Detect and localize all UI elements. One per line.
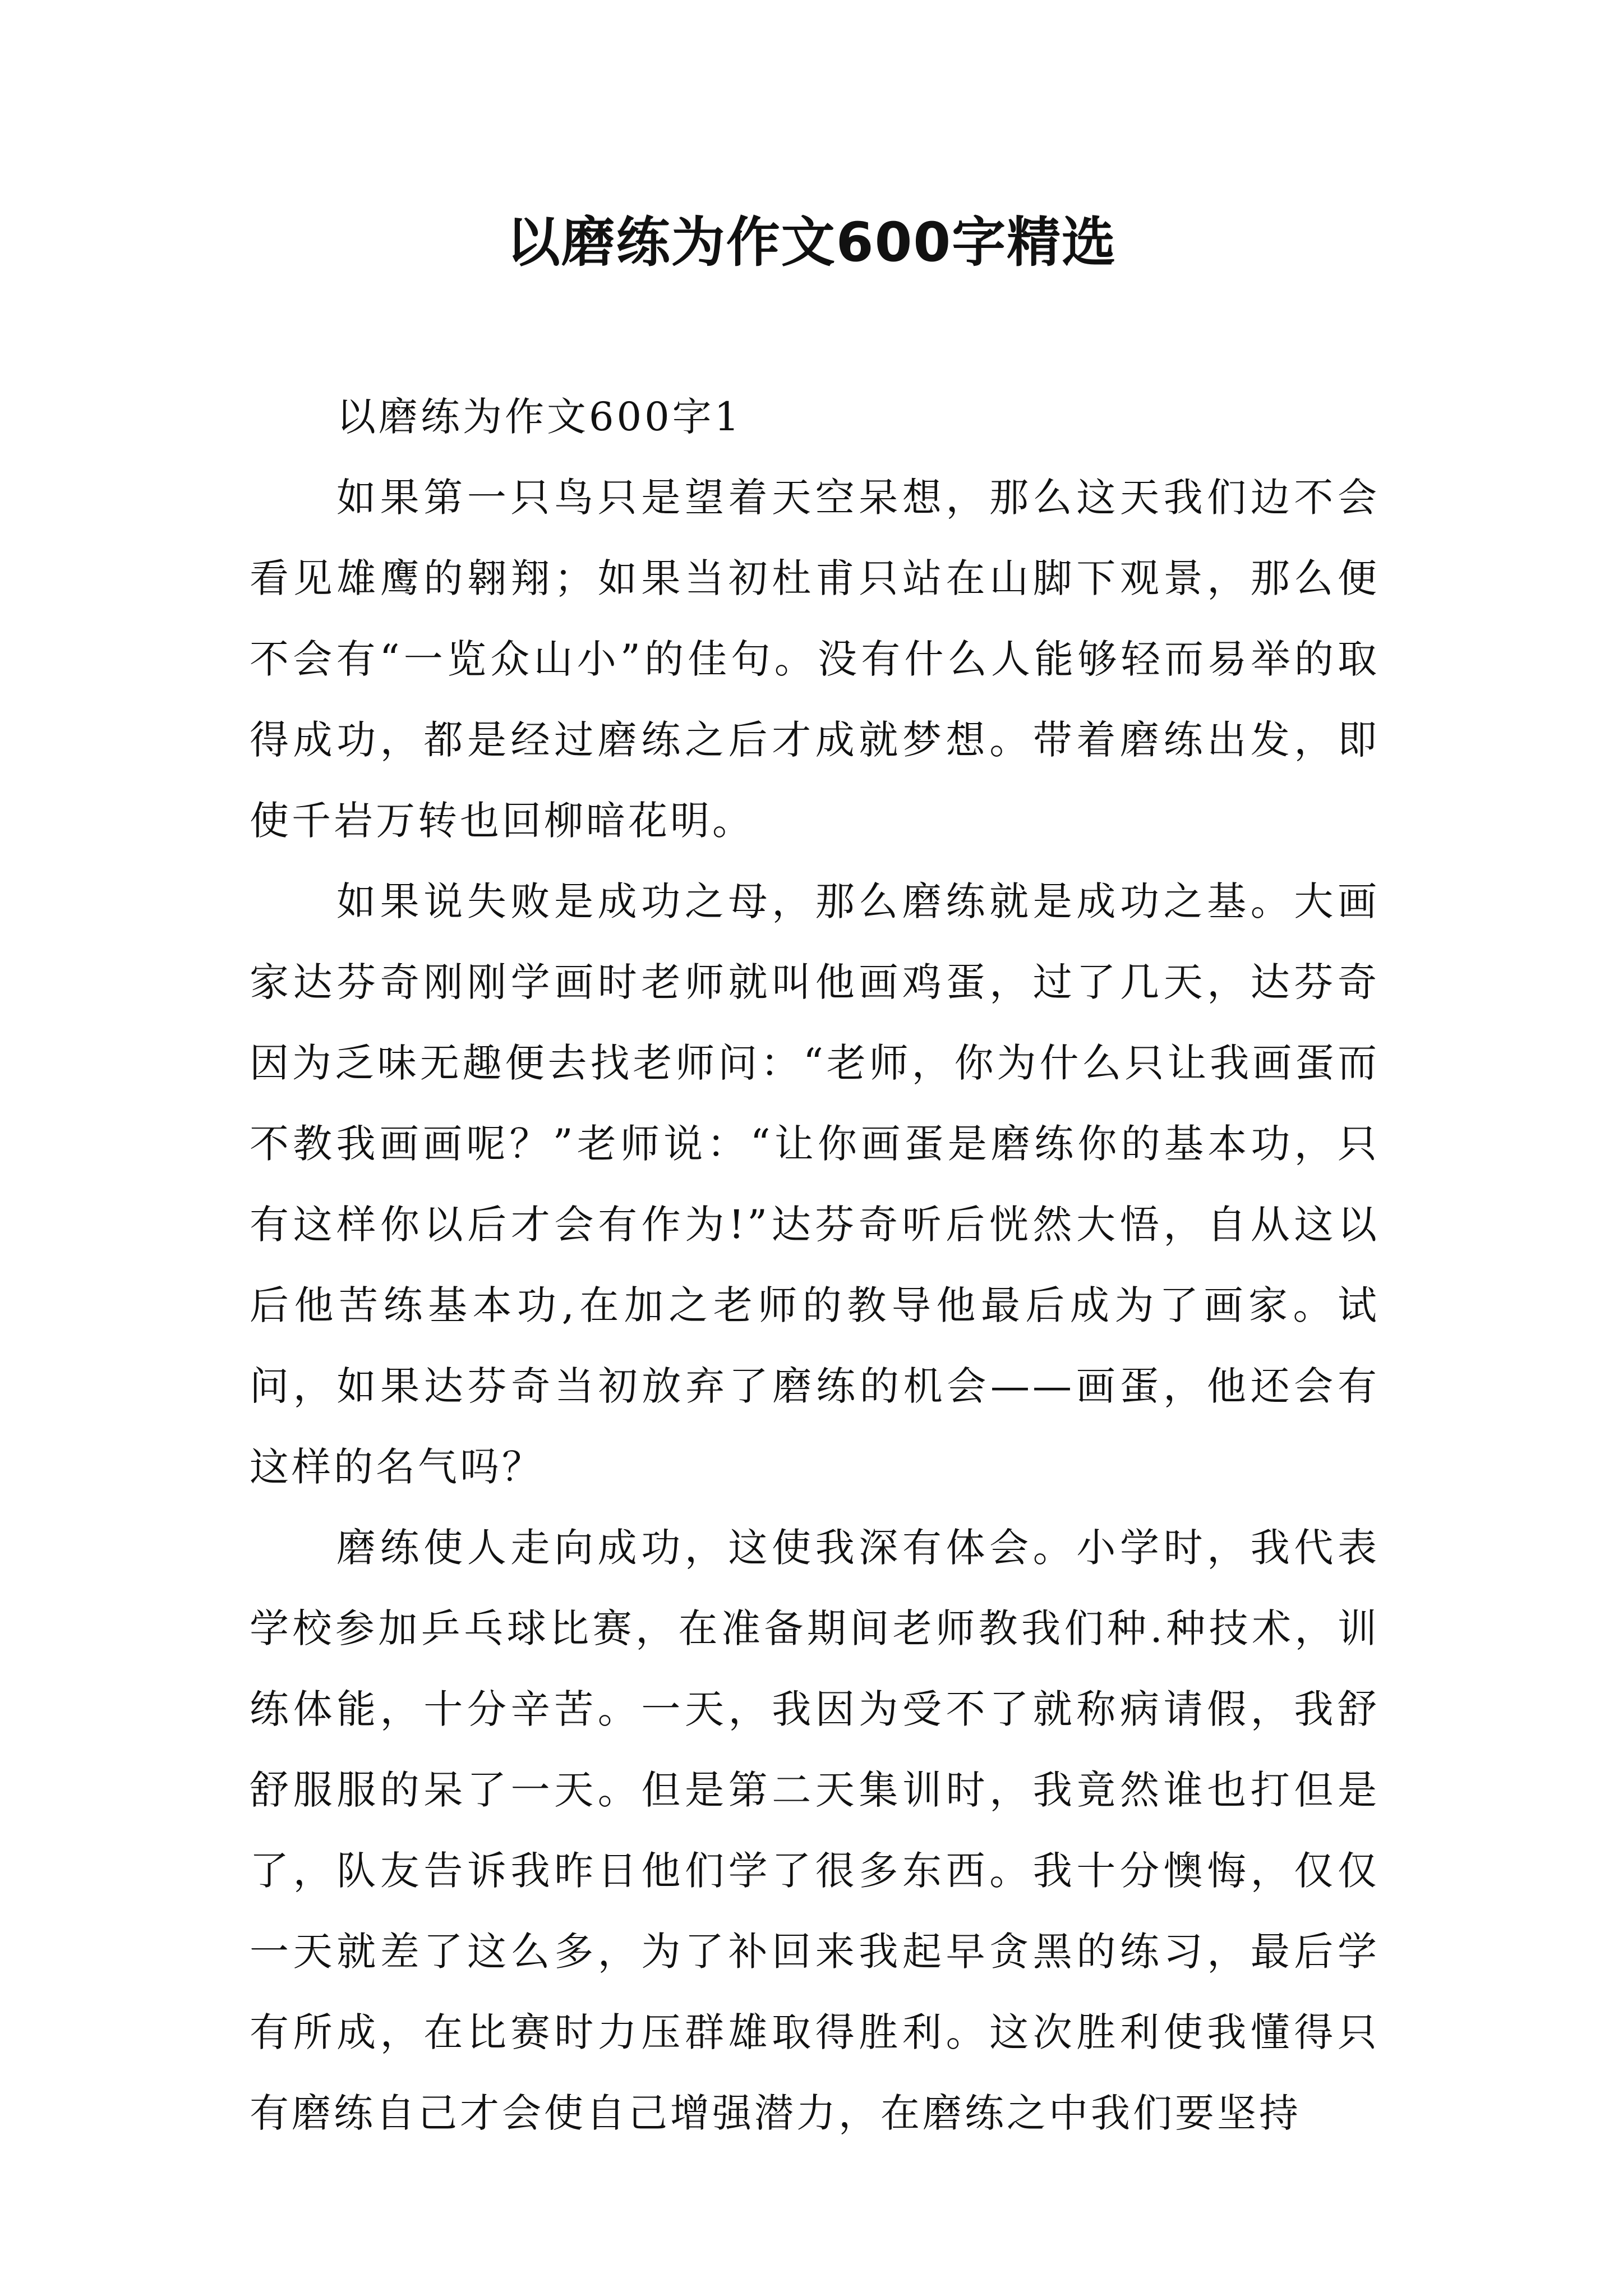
section-heading: 以磨练为作文600字1 [336, 394, 743, 440]
document-title: 以磨练为作文600字精选 [506, 211, 1117, 274]
paragraph-1: 如果第一只鸟只是望着天空呆想，那么这天我们边不会看见雄鹰的翱翔；如果当初杜甫只站在山脚下观景，那么便不会有“一览众山小”的佳句。没有什么人能够轻而易举的取得成功，都是经过磨练之后才成就梦想。带着磨练出发，即使千岩万转也回柳暗花明。 [250, 475, 1380, 844]
document-body [250, 376, 1380, 2154]
paragraph-2: 如果说失败是成功之母，那么磨练就是成功之基。大画家达芬奇刚刚学画时老师就叫他画鸡蛋，过了几天，达芬奇因为乏味无趣便去找老师问：“老师，你为什么只让我画蛋而不教我画画呢？”老师说：“让你画蛋是磨练你的基本功，只有这样你以后才会有作为!”达芬奇听后恍然大悟，自从这以后他苦练基本功,在加之老师的教导他最后成为了画家。试问，如果达芬奇当初放弃了磨练的机会——画蛋，他还会有这样的名气吗？ [250, 878, 1380, 1490]
paragraph-3: 磨练使人走向成功，这使我深有体会。小学时，我代表学校参加乒乓球比赛，在准备期间老师教我们种.种技术，训练体能，十分辛苦。一天，我因为受不了就称病请假，我舒舒服服的呆了一天。但是第二天集训时，我竟然谁也打但是了，队友告诉我昨日他们学了很多东西。我十分懊悔，仅仅一天就差了这么多，为了补回来我起早贪黑的练习，最后学有所成，在比赛时力压群雄取得胜利。这次胜利使我懂得只有磨练自己才会使自己增强潜力，在磨练之中我们要坚持 [250, 1525, 1380, 2136]
